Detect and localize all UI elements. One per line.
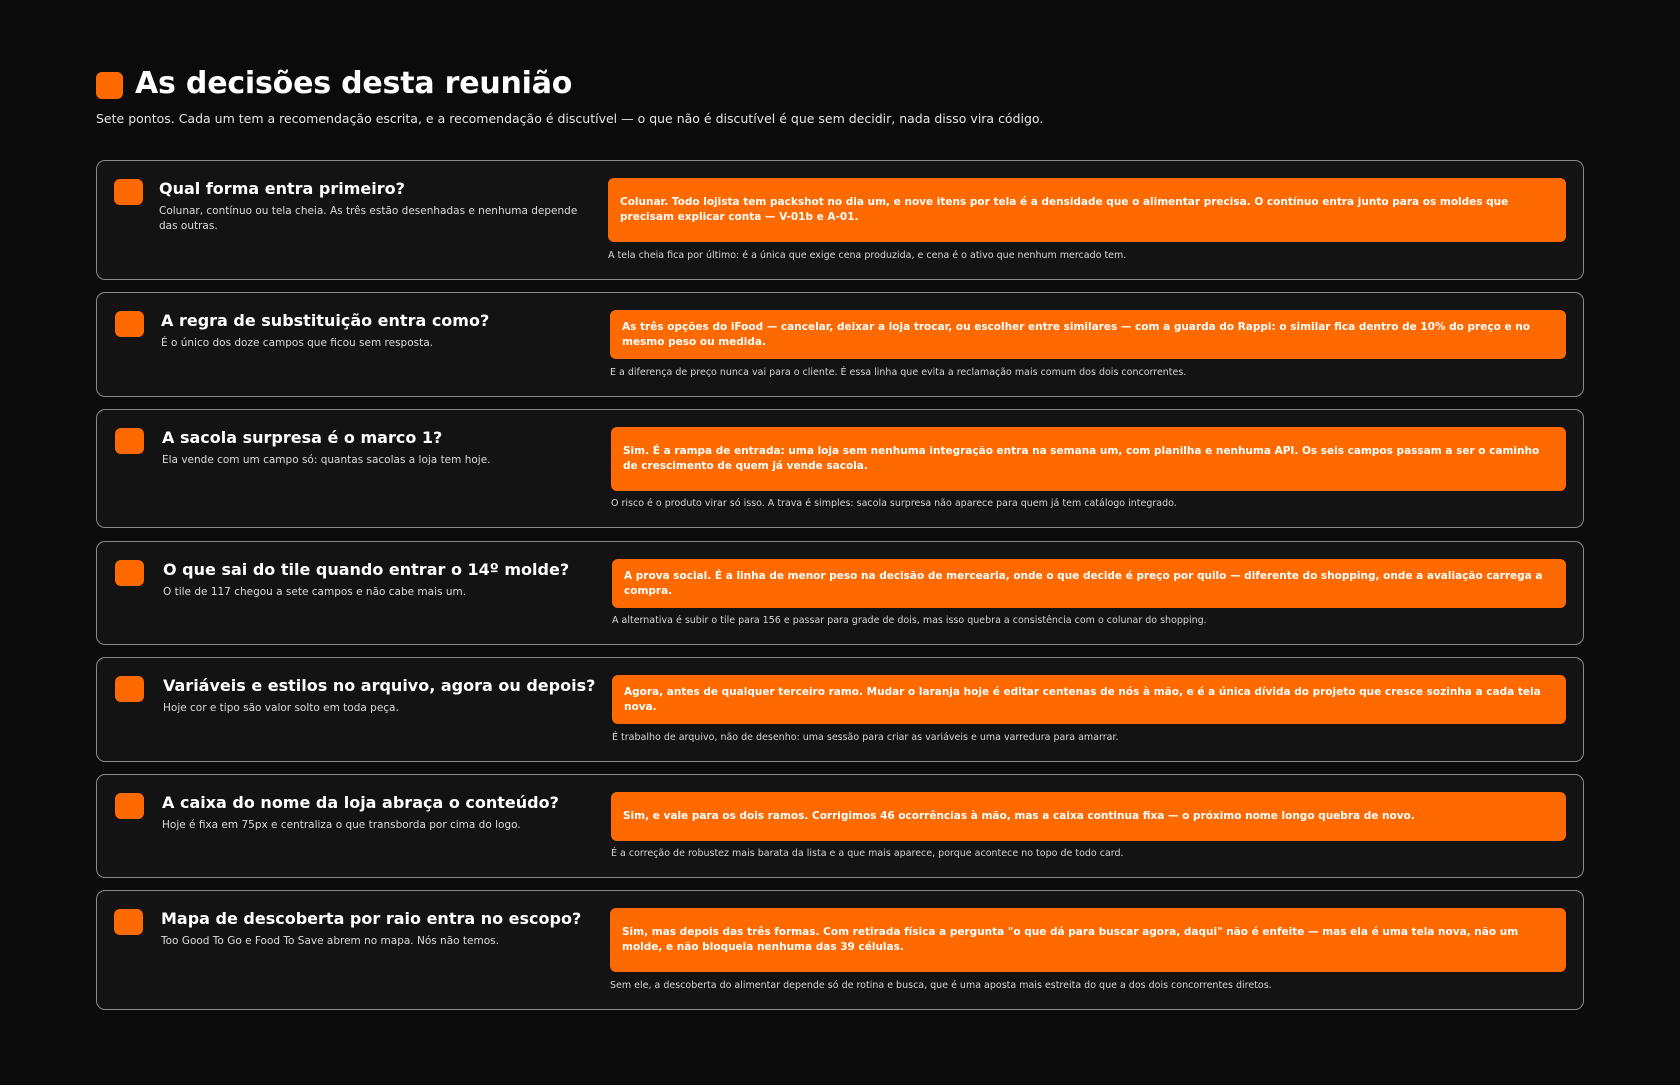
decision-card (96, 657, 1584, 762)
decision-recommendation (608, 178, 1566, 242)
page-subtitle: Sete pontos. Cada um tem a recomendação escrita, e a recomendação é discutível — o que não é discutível é que sem decidir, nada disso vira código. (96, 111, 1044, 126)
recommendation-text: A prova social. É a linha de menor peso na decisão de mercearia, onde o que decide é preço por quilo — diferente do shopping, onde a avaliação carrega a compra. (624, 569, 1543, 597)
decision-context: Too Good To Go e Food To Save abrem no mapa. Nós não temos. (161, 935, 499, 947)
decision-recommendation (611, 427, 1566, 491)
decision-marker-icon (114, 909, 143, 935)
decision-note: A tela cheia fica por último: é a única que exige cena produzida, e cena é o ativo que nenhum mercado tem. (608, 250, 1127, 261)
decisions-page (96, 62, 1584, 991)
decision-card (96, 890, 1584, 1010)
decision-note: A alternativa é subir o tile para 156 e passar para grade de dois, mas isso quebra a consistência com o colunar do shopping. (612, 615, 1207, 626)
page-title: As decisões desta reunião (135, 66, 573, 101)
decision-note: É trabalho de arquivo, não de desenho: uma sessão para criar as variáveis e uma varredura para amarrar. (612, 732, 1119, 743)
decision-card (96, 409, 1584, 528)
decision-note: Sem ele, a descoberta do alimentar depende só de rotina e busca, que é uma aposta mais estreita do que a dos dois concorrentes diretos. (610, 980, 1272, 991)
decision-card (96, 292, 1584, 397)
decision-marker-icon (115, 676, 144, 702)
decision-marker-icon (115, 560, 144, 586)
decision-card (96, 541, 1584, 645)
recommendation-text: Colunar. Todo lojista tem packshot no dia um, e nove itens por tela é a densidade que o alimentar precisa. O contínuo entra junto para os moldes que precisam explicar conta — V-01b e A-01. (620, 196, 1509, 223)
decision-context: Hoje cor e tipo são valor solto em toda peça. (163, 702, 399, 714)
decision-card (96, 160, 1584, 280)
decision-marker-icon (115, 793, 144, 819)
decision-note: O risco é o produto virar só isso. A trava é simples: sacola surpresa não aparece para quem já tem catálogo integrado. (611, 498, 1177, 509)
decision-question: A sacola surpresa é o marco 1? (162, 428, 443, 447)
recommendation-text: Sim, mas depois das três formas. Com retirada física a pergunta "o que dá para buscar agora, daqui" não é enfeite — mas ela é uma tela nova, não um molde, e não bloqueia nenhuma das 39 células. (622, 926, 1519, 953)
decision-card (96, 774, 1584, 878)
decision-marker-icon (115, 311, 144, 337)
decision-context: Ela vende com um campo só: quantas sacolas a loja tem hoje. (162, 454, 491, 466)
decision-context: O tile de 117 chegou a sete campos e não cabe mais um. (163, 586, 467, 598)
recommendation-text: Sim, e vale para os dois ramos. Corrigimos 46 ocorrências à mão, mas a caixa continua fixa — o próximo nome longo quebra de novo. (623, 810, 1415, 822)
decision-question: O que sai do tile quando entrar o 14º molde? (163, 560, 570, 579)
page-header (96, 62, 1584, 162)
decision-context: É o único dos doze campos que ficou sem resposta. (161, 337, 434, 349)
decision-context: Colunar, contínuo ou tela cheia. As três estão desenhadas e nenhuma depende das outras. (159, 205, 578, 232)
decision-recommendation (611, 792, 1566, 841)
recommendation-text: Agora, antes de qualquer terceiro ramo. Mudar o laranja hoje é editar centenas de nós à mão, e é a única dívida do projeto que cresce sozinha a cada tela nova. (624, 685, 1541, 713)
decision-question: Mapa de descoberta por raio entra no escopo? (161, 909, 582, 928)
decision-recommendation (610, 310, 1566, 359)
decision-context: Hoje é fixa em 75px e centraliza o que transborda por cima do logo. (162, 819, 521, 831)
title-marker-icon (96, 72, 123, 99)
decision-question: Qual forma entra primeiro? (159, 179, 405, 198)
decision-note: É a correção de robustez mais barata da lista e a que mais aparece, porque acontece no topo de todo card. (611, 848, 1124, 859)
decision-question: A regra de substituição entra como? (161, 311, 490, 330)
recommendation-text: As três opções do iFood — cancelar, deixar a loja trocar, ou escolher entre similares — com a guarda do Rappi: o similar fica dentro de 10% do preço e no mesmo peso ou medida. (622, 320, 1530, 348)
decision-recommendation (612, 675, 1566, 724)
decision-recommendation (612, 559, 1566, 608)
decision-note: E a diferença de preço nunca vai para o cliente. É essa linha que evita a reclamação mais comum dos dois concorrentes. (610, 367, 1187, 378)
decision-recommendation (610, 908, 1566, 972)
decision-marker-icon (115, 428, 144, 454)
decision-marker-icon (114, 179, 143, 205)
decision-question: A caixa do nome da loja abraça o conteúdo? (162, 793, 559, 812)
recommendation-text: Sim. É a rampa de entrada: uma loja sem nenhuma integração entra na semana um, com planilha e nenhuma API. Os seis campos passam a ser o caminho de crescimento de quem já vende sacola. (623, 445, 1540, 472)
decision-question: Variáveis e estilos no arquivo, agora ou depois? (163, 676, 596, 695)
